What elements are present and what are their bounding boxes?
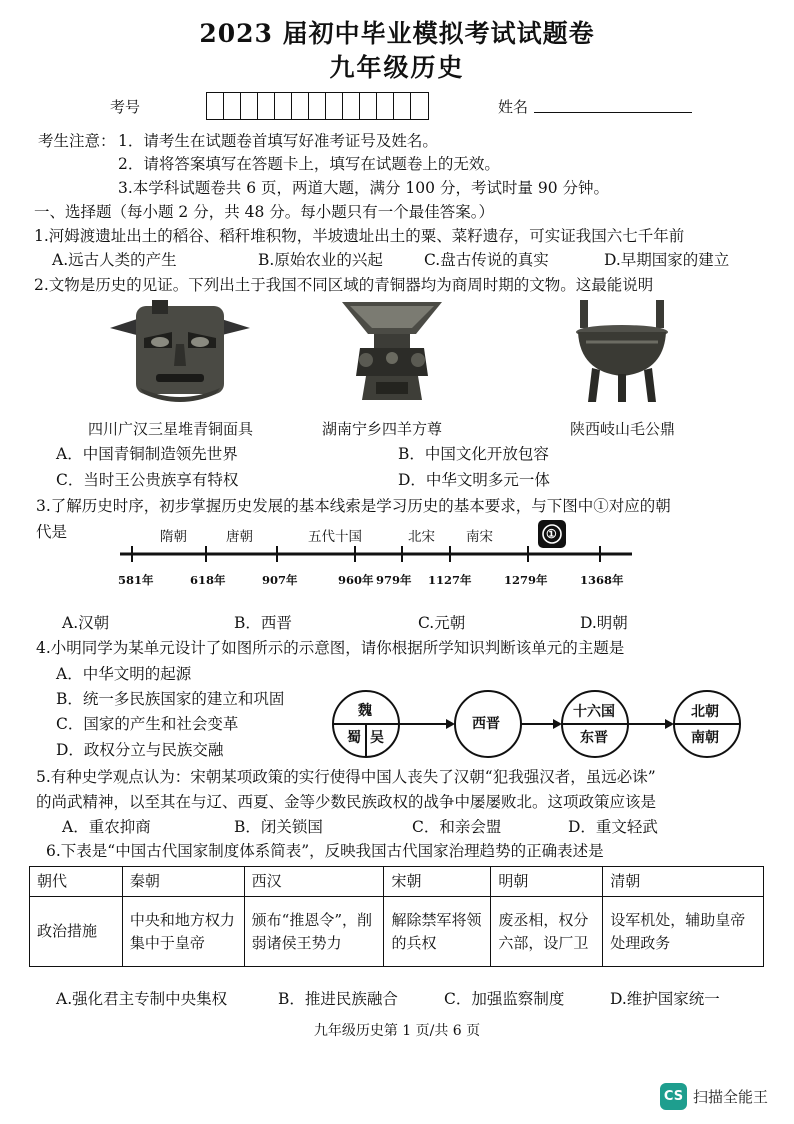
option-c[interactable]: C.盘古传说的真实 bbox=[424, 251, 549, 269]
option-a[interactable]: A.强化君主专制中央集权 bbox=[56, 990, 228, 1008]
option-c[interactable]: C．当时王公贵族享有特权 bbox=[56, 471, 239, 489]
year-label: 960年 bbox=[338, 573, 374, 587]
option-a[interactable]: A．中华文明的起源 bbox=[56, 665, 192, 683]
year-label: 1279年 bbox=[504, 573, 548, 587]
dynasty-system-table bbox=[29, 866, 764, 967]
table-header-cell: 秦朝 bbox=[122, 867, 244, 897]
artifact-caption: 湖南宁乡四羊方尊 bbox=[322, 420, 443, 438]
option-c[interactable]: C．加强监察制度 bbox=[444, 990, 565, 1008]
dynasty-label: 北宋 bbox=[408, 529, 435, 545]
year-label: 581年 bbox=[118, 573, 154, 587]
option-b[interactable]: B.原始农业的兴起 bbox=[258, 251, 383, 269]
year-label: 1127年 bbox=[428, 573, 472, 587]
table-cell: 中央和地方权力集中于皇帝 bbox=[122, 897, 244, 967]
dynasty-label: 南宋 bbox=[466, 529, 493, 545]
table-cell: 设军机处，辅助皇帝处理政务 bbox=[603, 897, 764, 967]
option-d[interactable]: D.早期国家的建立 bbox=[604, 251, 730, 269]
year-label: 1368年 bbox=[580, 573, 624, 587]
dynasty-label: 隋朝 bbox=[160, 529, 187, 545]
section-heading: 一、选择题（每小题 2 分，共 48 分。每小题只有一个最佳答案。） bbox=[34, 203, 495, 221]
square-zun-icon bbox=[336, 298, 448, 410]
exam-id-label: 考号 bbox=[110, 98, 141, 116]
year-label: 907年 bbox=[262, 573, 298, 587]
watermark-text: 扫描全能王 bbox=[693, 1088, 769, 1106]
table-cell: 颁布“推恩令”，削弱诸侯王势力 bbox=[244, 897, 384, 967]
exam-subtitle: 九年级历史 bbox=[329, 53, 465, 82]
option-a[interactable]: A.远古人类的产生 bbox=[52, 251, 177, 269]
diagram-label: 东晋 bbox=[580, 730, 608, 746]
table-header-row bbox=[30, 867, 764, 897]
option-c[interactable]: C.元朝 bbox=[418, 614, 466, 632]
name-label: 姓名 bbox=[498, 98, 529, 116]
notice-label: 考生注意： bbox=[38, 132, 116, 150]
option-b[interactable]: B．推进民族融合 bbox=[278, 990, 398, 1008]
name-field[interactable] bbox=[534, 112, 692, 113]
question-stem: 5.有种史学观点认为：宋朝某项政策的实行使得中国人丧失了汉朝“犯我强汉者，虽远必诛” bbox=[36, 768, 656, 786]
table-row bbox=[30, 897, 764, 967]
table-header-cell: 西汉 bbox=[244, 867, 384, 897]
scanner-watermark bbox=[660, 1083, 768, 1110]
question-stem: 代是 bbox=[36, 523, 68, 541]
option-b[interactable]: B．闭关锁国 bbox=[234, 818, 323, 836]
dynasty-label: 唐朝 bbox=[226, 529, 253, 545]
diagram-label: 南朝 bbox=[691, 730, 719, 746]
year-label: 618年 bbox=[190, 573, 226, 587]
dynasty-flow-diagram bbox=[330, 684, 750, 764]
option-c[interactable]: C．和亲会盟 bbox=[412, 818, 502, 836]
question-stem: 1.河姆渡遗址出土的稻谷、稻秆堆积物，半坡遗址出土的粟、菜籽遗存，可实证我国六七千年前 bbox=[34, 227, 685, 245]
ding-cauldron-icon bbox=[566, 298, 678, 408]
option-d[interactable]: D.维护国家统一 bbox=[610, 990, 720, 1008]
diagram-label: 西晋 bbox=[472, 716, 500, 732]
table-header-cell: 宋朝 bbox=[384, 867, 491, 897]
year-label: 979年 bbox=[376, 573, 412, 587]
option-b[interactable]: B．中国文化开放包容 bbox=[398, 445, 549, 463]
exam-id-boxes[interactable] bbox=[206, 92, 429, 120]
artifact-caption: 四川广汉三星堆青铜面具 bbox=[88, 420, 254, 438]
question-stem: 2.文物是历史的见证。下列出土于我国不同区域的青铜器均为商周时期的文物。这最能说明 bbox=[34, 276, 654, 294]
diagram-label: 蜀 bbox=[347, 730, 361, 746]
exam-title: 2023 届初中毕业模拟考试试题卷 bbox=[199, 19, 595, 48]
option-d[interactable]: D．重文轻武 bbox=[568, 818, 658, 836]
option-b[interactable]: B．统一多民族国家的建立和巩固 bbox=[56, 690, 285, 708]
option-d[interactable]: D.明朝 bbox=[580, 614, 628, 632]
diagram-label: 十六国 bbox=[573, 704, 615, 720]
option-d[interactable]: D．政权分立与民族交融 bbox=[56, 741, 224, 759]
question-stem: 3.了解历史时序，初步掌握历史发展的基本线索是学习历史的基本要求，与下图中①对应的朝 bbox=[36, 497, 671, 515]
table-cell: 解除禁军将领的兵权 bbox=[384, 897, 491, 967]
option-d[interactable]: D．中华文明多元一体 bbox=[398, 471, 550, 489]
table-header-cell: 清朝 bbox=[603, 867, 764, 897]
diagram-label: 北朝 bbox=[691, 704, 719, 720]
table-header-cell: 明朝 bbox=[491, 867, 603, 897]
option-c[interactable]: C．国家的产生和社会变革 bbox=[56, 715, 239, 733]
option-a[interactable]: A.汉朝 bbox=[62, 614, 110, 632]
question-stem: 6.下表是“中国古代国家制度体系简表”，反映我国古代国家治理趋势的正确表述是 bbox=[46, 842, 604, 860]
notice-item: 3.本学科试题卷共 6 页，两道大题，满分 100 分，考试时量 90 分钟。 bbox=[118, 179, 610, 197]
notice-item: 2．请将答案填写在答题卡上，填写在试题卷上的无效。 bbox=[118, 155, 500, 173]
table-header-cell: 朝代 bbox=[30, 867, 123, 897]
camscanner-logo-icon: CS bbox=[660, 1083, 687, 1110]
dynasty-label: 五代十国 bbox=[308, 529, 362, 545]
bronze-mask-icon bbox=[100, 298, 260, 408]
option-b[interactable]: B．西晋 bbox=[234, 614, 292, 632]
question-stem: 的尚武精神，以至其在与辽、西夏、金等少数民族政权的战争中屡屡败北。这项政策应该是 bbox=[36, 793, 657, 811]
table-row-label: 政治措施 bbox=[30, 897, 123, 967]
artifact-caption: 陕西岐山毛公鼎 bbox=[570, 420, 676, 438]
diagram-label: 魏 bbox=[358, 703, 372, 719]
diagram-label: 吴 bbox=[370, 730, 384, 746]
option-a[interactable]: A．中国青铜制造领先世界 bbox=[56, 445, 238, 463]
notice-item: 1．请考生在试题卷首填写好准考证号及姓名。 bbox=[118, 132, 438, 150]
question-stem: 4.小明同学为某单元设计了如图所示的示意图，请你根据所学知识判断该单元的主题是 bbox=[36, 639, 625, 657]
timeline-marker: ① bbox=[546, 527, 557, 541]
option-a[interactable]: A．重农抑商 bbox=[62, 818, 151, 836]
page-footer: 九年级历史第 1 页/共 6 页 bbox=[313, 1023, 481, 1039]
table-cell: 废丞相，权分六部，设厂卫 bbox=[491, 897, 603, 967]
